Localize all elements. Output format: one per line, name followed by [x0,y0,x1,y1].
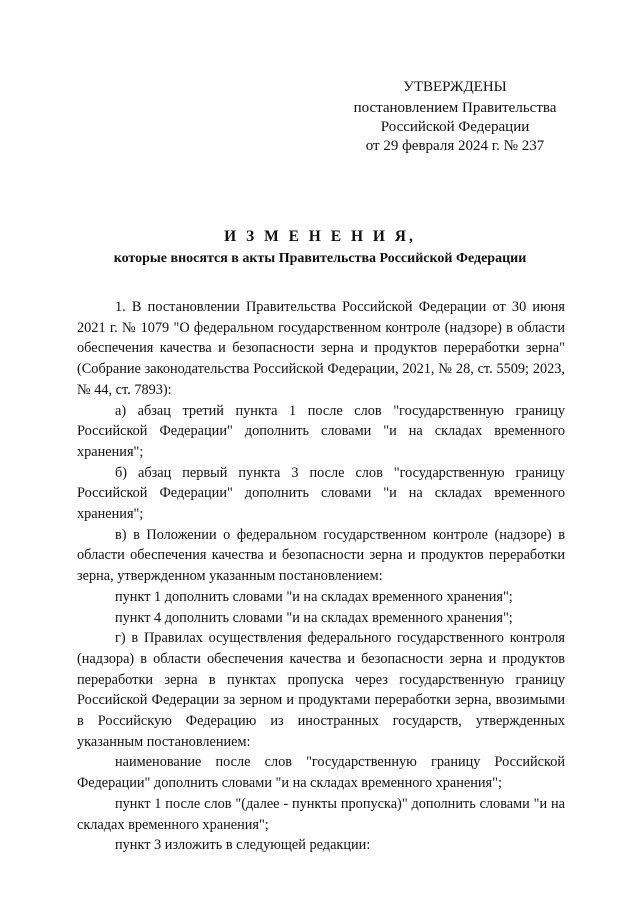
paragraph: 1. В постановлении Правительства Российской Федерации от 30 июня 2021 г. № 1079 "О федеральном государственном контроле (надзоре) в области обеспечения качества и безопасности зерна и продуктов переработки зерна" (Собрание законодательства Российской Федерации, 2021, № 28, ст. 5509; 2023, № 44, ст. 7893): [77,299,565,398]
paragraph: г) в Правилах осуществления федерального государственного контроля (надзора) в области обеспечения качества и безопасности зерна и продуктов переработки зерна в пунктах пропуска через государственную границу Российской Федерации за зерном и продуктами переработки зерна, ввозимыми в Российскую Федерацию из иностранных государств, утвержденных указанным постановлением: [77,630,565,750]
document-title: И З М Е Н Е Н И Я, [224,228,416,245]
document-body [77,297,565,856]
approval-line-2: Российской Федерации [380,119,530,135]
paragraph: в) в Положении о федеральном государственном контроле (надзоре) в области обеспечения качества и безопасности зерна и продуктов переработки зерна, утвержденном указанным постановлением: [77,526,565,585]
paragraph: наименование после слов "государственную границу Российской Федерации" дополнить словами "и на складах временного хранения"; [77,754,565,792]
paragraph: пункт 1 после слов "(далее - пункты пропуска)" дополнить словами "и на складах временного хранения"; [77,795,565,833]
approval-title: УТВЕРЖДЕНЫ [403,79,507,95]
document-subtitle: которые вносятся в акты Правительства Российской Федерации [113,251,527,266]
approval-block [320,78,590,156]
paragraph: пункт 3 изложить в следующей редакции: [115,837,371,854]
paragraph: пункт 1 дополнить словами "и на складах временного хранения"; [115,588,513,605]
approval-line-1: постановлением Правительства [353,100,557,116]
paragraph: б) абзац первый пункта 3 после слов "государственную границу Российской Федерации" дополнить словами "и на складах временного хранения"; [77,464,565,523]
approval-line-3: от 29 февраля 2024 г. № 237 [365,138,545,154]
paragraph: пункт 4 дополнить словами "и на складах временного хранения"; [115,609,513,626]
paragraph: а) абзац третий пункта 1 после слов "государственную границу Российской Федерации" дополнить словами "и на складах временного хранения"; [77,402,565,460]
